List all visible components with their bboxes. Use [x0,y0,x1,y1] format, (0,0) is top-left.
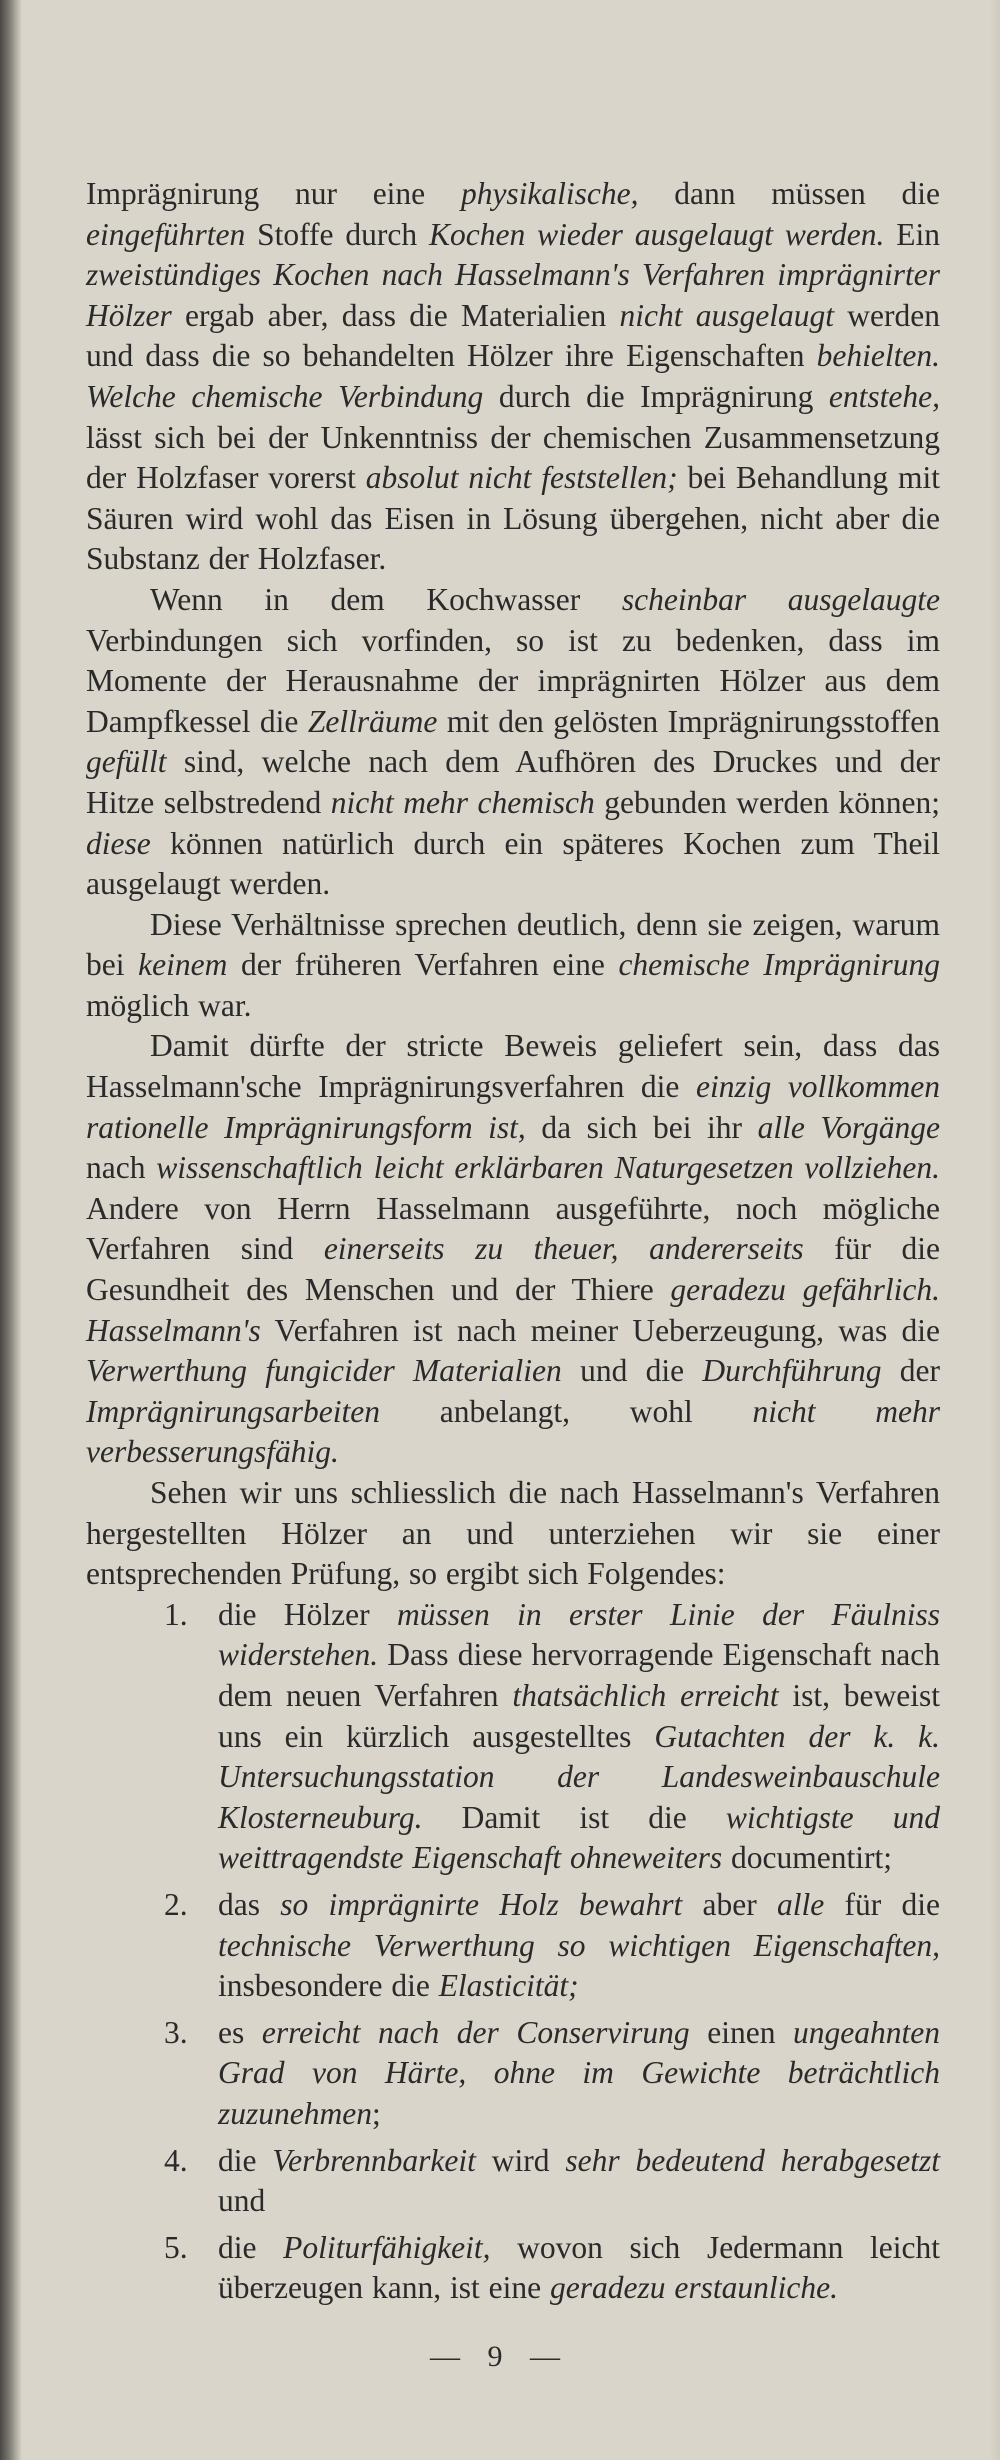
italic-run: physikalische, [460,176,639,211]
paragraph-2 [86,580,940,905]
italic-run: wichtigste und weittragendste Eigenschaft ohneweiters [218,1799,940,1876]
page-number [0,2340,1000,2374]
body-text [86,174,940,2309]
text-run: Wenn in dem Kochwasser [150,581,622,617]
text-run: anbelangt, wohl [380,1393,753,1429]
text-run: für die [824,1886,940,1922]
text-run: der [881,1353,940,1389]
text-run: die Hölzer [218,1596,397,1632]
text-run: die [218,2229,284,2265]
list-item [86,2228,940,2309]
text-run: da sich bei ihr [525,1109,758,1145]
text-run: Verbindungen sich vorfinden, so ist zu bedenken, dass im Momente der Herausnahme der imprägnirten Hölzer aus dem Dampfkessel die [86,622,940,739]
text-run: das [218,1886,281,1922]
italic-run: behielten. Welche chemische Verbindung [86,338,940,414]
text-run: nach [86,1150,157,1186]
text-run: sind, welche nach dem Aufhören des Druckes und der Hitze selbstredend [86,744,940,820]
paragraph-3 [86,905,940,1027]
italic-run: gefüllt [86,744,167,780]
text-run: der früheren Verfahren eine [227,947,619,983]
text-run: Damit ist die [422,1799,726,1835]
italic-run: Durchführung [702,1353,882,1389]
italic-run: nicht mehr chemisch [330,784,595,820]
italic-run: scheinbar ausgelaugte [621,581,940,617]
text-run: werden und dass die so behandelten Hölzer ihre Eigenschaften [86,297,941,374]
paragraph-5 [86,1473,940,1595]
text-run: documentirt; [722,1840,893,1876]
italic-run: wissenschaftlich leicht erklärbaren Naturgesetzen vollziehen. [156,1150,941,1186]
italic-run: Elasticität; [438,1968,579,2004]
italic-run: geradezu erstaunliche. [550,2270,838,2306]
text-run: möglich war. [86,987,252,1023]
italic-run: entstehe, [828,378,940,414]
text-run: aber [682,1886,778,1922]
list-number: 1. [164,1596,188,1632]
italic-run: ungeahnten Grad von Härte, ohne im Gewichte beträchtlich zuzunehmen [218,2014,941,2131]
italic-run: zweistündiges Kochen nach Hasselmann's Verfahren imprägnirter Hölzer [86,257,940,333]
text-run: ; [371,2095,381,2131]
paragraph-1 [86,174,940,580]
list-number: 4. [164,2142,188,2178]
italic-run: absolut nicht feststellen; [365,460,678,496]
italic-run: diese [86,825,151,861]
text-run: insbesondere die [218,1968,439,2004]
italic-run: Zellräume [307,703,438,739]
text-run: und die [561,1353,703,1389]
list-item [86,2141,940,2222]
italic-run: chemische Imprägnirung [618,947,941,983]
text-run: Imprägnirung nur eine [86,176,461,211]
italic-run: alle [777,1886,825,1922]
text-run: wovon sich Jedermann leicht überzeugen kann, ist eine [218,2229,941,2306]
list-number: 5. [164,2229,188,2265]
page-number-dash: — [530,2340,570,2373]
text-run: Verfahren ist nach meiner Ueberzeugung, was die [260,1312,940,1348]
text-run: einen [689,2014,794,2050]
text-run: Ein [884,216,940,252]
italic-run: eingeführten [86,216,246,252]
text-run: Damit dürfte der stricte Beweis geliefert sein, dass das Hasselmann'sche Imprägnirungsverfahren die [86,1028,940,1105]
list-item [86,1595,940,1879]
italic-run: so imprägnirte Holz bewahrt [280,1886,683,1922]
list-number: 3. [164,2014,188,2050]
italic-run: keinem [138,947,228,983]
italic-run: Gutachten der k. k. Untersuchungsstation der Landesweinbauschule Klosterneuburg. [218,1718,940,1835]
italic-run: technische Verwerthung so wichtigen Eigenschaften, [218,1927,940,1963]
page-number-value: 9 [487,2340,513,2373]
italic-run: thatsächlich erreicht [512,1677,779,1713]
italic-run: einzig vollkommen rationelle Imprägnirungsform ist, [86,1069,941,1145]
text-run: für die Gesundheit des Menschen und der Thiere [86,1231,940,1308]
italic-run: müssen in erster Linie der Fäulniss widerstehen. [218,1596,941,1673]
page-number-dash: — [430,2340,470,2373]
text-run: es [218,2014,262,2050]
text-run: mit den gelösten Imprägnirungsstoffen [437,703,941,739]
text-run: wird [475,2142,566,2178]
italic-run: Kochen wieder ausgelaugt werden. [429,216,885,252]
text-run: und [218,2183,266,2219]
paragraph-4 [86,1026,940,1473]
list-item [86,2013,940,2135]
italic-run: erreicht nach der Conservirung [261,2014,690,2050]
list-item [86,1885,940,2007]
italic-run: Verwerthung fungicider Materialien [86,1353,562,1389]
text-run: Diese Verhältnisse sprechen deutlich, denn sie zeigen, warum bei [86,906,940,983]
text-run: ergab aber, dass die Materialien [171,297,620,333]
text-run: Andere von Herrn Hasselmann ausgeführte, noch mögliche Verfahren sind [86,1190,940,1267]
italic-run: einerseits zu theuer, andererseits [323,1231,804,1267]
italic-run: sehr bedeutend herabgesetzt [565,2142,940,2178]
italic-run: nicht mehr verbesserungsfähig. [86,1393,940,1470]
italic-run: geradezu gefährlich. Hasselmann's [86,1272,940,1348]
text-run: lässt sich bei der Unkenntniss der chemischen Zusammensetzung der Holzfaser vorerst [86,419,940,496]
list-number: 2. [164,1886,188,1922]
text-run: ist, beweist uns ein kürzlich ausgestelltes [218,1677,940,1754]
text-run: Sehen wir uns schliesslich die nach Hasselmann's Verfahren hergestellten Hölzer an und unterziehen wir sie einer entsprechenden Prüfung, so ergibt sich Folgendes: [86,1475,940,1592]
italic-run: Verbrennbarkeit [272,2142,476,2178]
italic-run: alle Vorgänge [757,1109,941,1145]
italic-run: Politurfähigkeit, [283,2229,491,2265]
text-run: Dass diese hervorragende Eigenschaft nach dem neuen Verfahren [218,1637,940,1713]
text-run: Stoffe durch [245,216,430,252]
text-run: die [218,2142,273,2178]
italic-run: Imprägnirungsarbeiten [86,1393,380,1429]
text-run: gebunden werden können; [594,784,940,820]
properties-list [86,1595,940,2309]
text-run: können natürlich durch ein späteres Kochen zum Theil ausgelaugt werden. [86,825,940,902]
text-run: dann müssen die [638,176,940,211]
text-run: durch die Imprägnirung [483,378,829,414]
italic-run: nicht ausgelaugt [619,297,835,333]
text-run: bei Behandlung mit Säuren wird wohl das Eisen in Lösung übergehen, nicht aber die Substanz der Holzfaser. [86,460,941,577]
